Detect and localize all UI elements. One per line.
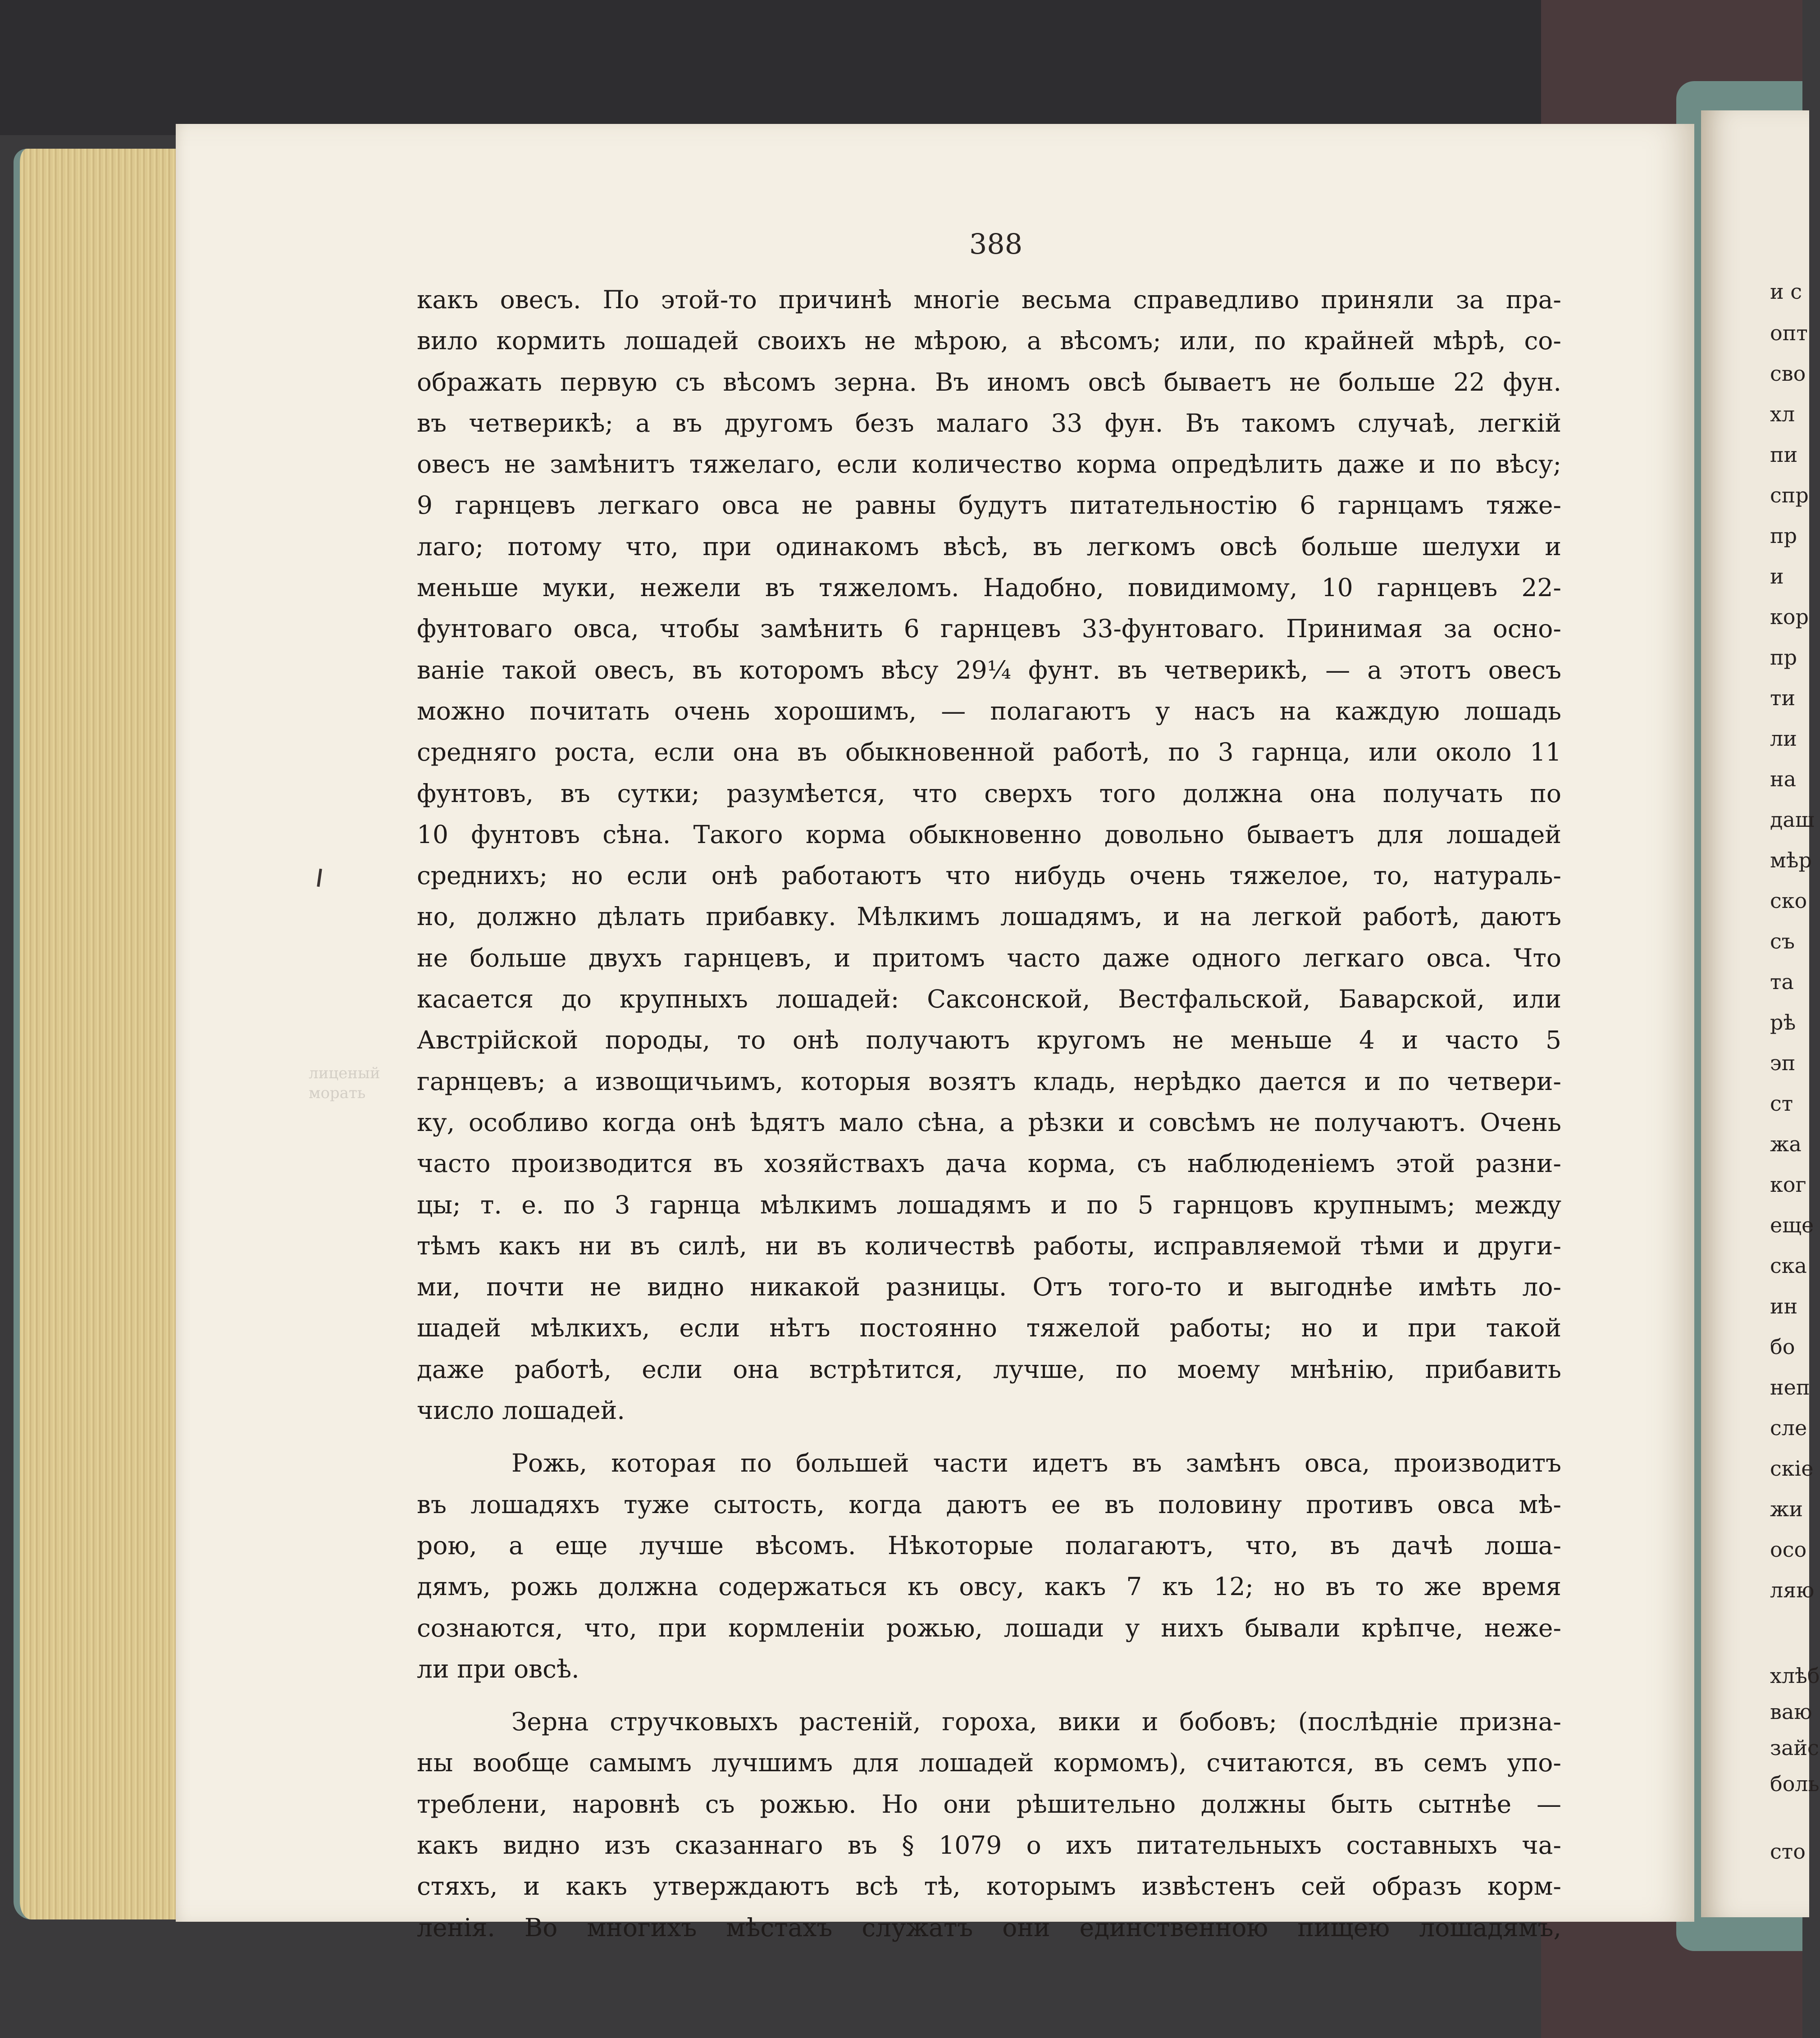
next-page-fragment: ст bbox=[1770, 1091, 1793, 1116]
text-line: 10 фунтовъ сѣна. Такого корма обыкновенно довольно бываетъ для лошадей bbox=[417, 820, 1561, 849]
next-page-fragment: осо bbox=[1770, 1537, 1807, 1562]
next-page-fragment: ког bbox=[1770, 1172, 1806, 1197]
next-page-fragment: ваю bbox=[1770, 1700, 1812, 1724]
text-line: фунтовъ, въ сутки; разумѣется, что сверхъ того должна она получать по bbox=[417, 779, 1561, 808]
text-line: меньше муки, нежели въ тяжеломъ. Надобно, повидимому, 10 гарнцевъ 22- bbox=[417, 573, 1561, 602]
text-line: овесъ не замѣнитъ тяжелаго, если количество корма опредѣлить даже и по вѣсу; bbox=[417, 450, 1561, 479]
next-page-fragment: бо bbox=[1770, 1335, 1795, 1359]
next-page-fragment: скіе bbox=[1770, 1456, 1814, 1481]
next-page-fragment: ско bbox=[1770, 889, 1807, 913]
text-line: рою, а еще лучше вѣсомъ. Нѣкоторые полагаютъ, что, въ дачѣ лоша- bbox=[417, 1531, 1561, 1560]
text-line: Рожь, которая по большей части идетъ въ замѣнъ овса, производитъ bbox=[511, 1449, 1561, 1478]
next-page-fragment: хлѣб bbox=[1770, 1664, 1820, 1688]
text-line: среднихъ; но если онѣ работаютъ что нибудь очень тяжелое, то, натураль- bbox=[417, 861, 1561, 890]
next-page-fragment: пр bbox=[1770, 524, 1797, 548]
text-line: касается до крупныхъ лошадей: Саксонской, Вестфальской, Баварской, или bbox=[417, 985, 1561, 1014]
text-line: какъ овесъ. По этой-то причинѣ многіе весьма справедливо приняли за пра- bbox=[417, 285, 1561, 314]
next-page-fragment: ли bbox=[1770, 726, 1797, 751]
text-line: гарнцевъ; а извощичьимъ, которыя возятъ кладь, нерѣдко дается и по четвери- bbox=[417, 1067, 1561, 1096]
paragraph-gap bbox=[417, 1431, 1561, 1443]
next-page-fragment: жи bbox=[1770, 1497, 1803, 1521]
text-line: ли при овсѣ. bbox=[417, 1654, 579, 1683]
next-page-fragment: даш bbox=[1770, 807, 1815, 832]
page-number: 388 bbox=[969, 228, 1023, 260]
text-line: лаго; потому что, при одинакомъ вѣсѣ, въ легкомъ овсѣ больше шелухи и bbox=[417, 532, 1561, 561]
text-line: ображать первую съ вѣсомъ зерна. Въ иномъ овсѣ бываетъ не больше 22 фун. bbox=[417, 367, 1561, 397]
next-page-fragment: ин bbox=[1770, 1294, 1798, 1318]
paragraph-gap bbox=[417, 1690, 1561, 1701]
text-line: фунтоваго овса, чтобы замѣнить 6 гарнцевъ 33-фунтоваго. Принимая за осно- bbox=[417, 614, 1561, 643]
text-line: цы; т. е. по 3 гарнца мѣлкимъ лошадямъ и по 5 гарнцовъ крупнымъ; между bbox=[417, 1190, 1561, 1219]
next-page-fragment: спр bbox=[1770, 483, 1809, 507]
text-line: Зерна стручковыхъ растеній, гороха, вики и бобовъ; (послѣдніе призна- bbox=[511, 1707, 1561, 1737]
next-page-fragment: еще bbox=[1770, 1213, 1814, 1237]
next-page-fragment: сле bbox=[1770, 1416, 1807, 1440]
next-page-fragment: сто bbox=[1770, 1839, 1806, 1864]
next-page-fragment: хл bbox=[1770, 402, 1795, 426]
next-page-fragment: жа bbox=[1770, 1132, 1802, 1156]
text-line: ваніе такой овесъ, въ которомъ вѣсу 29¼ фунт. въ четверикѣ, — а этотъ овесъ bbox=[417, 655, 1561, 684]
bleed-through-text bbox=[309, 1063, 380, 1103]
next-page-fragment: пи bbox=[1770, 442, 1798, 467]
next-page-fragment: съ bbox=[1770, 929, 1795, 953]
text-line: число лошадей. bbox=[417, 1396, 625, 1425]
text-line: сознаются, что, при кормленіи рожью, лошади у нихъ бывали крѣпче, неже- bbox=[417, 1613, 1561, 1642]
next-page-fragment: ти bbox=[1770, 686, 1796, 710]
text-line: шадей мѣлкихъ, если нѣтъ постоянно тяжелой работы; но и при такой bbox=[417, 1313, 1561, 1343]
next-page-fragment: мѣр bbox=[1770, 848, 1812, 872]
next-page-fragment: на bbox=[1770, 767, 1797, 791]
next-page-fragment: и bbox=[1770, 564, 1784, 588]
next-page-fragment: боль bbox=[1770, 1772, 1820, 1796]
text-line: въ четверикѣ; а въ другомъ безъ малаго 33 фун. Въ такомъ случаѣ, легкій bbox=[417, 408, 1561, 438]
text-line: стяхъ, и какъ утверждаютъ всѣ тѣ, которымъ извѣстенъ сей образъ корм- bbox=[417, 1872, 1561, 1901]
next-page-fragment: пр bbox=[1770, 645, 1797, 670]
bleed-through-line: лиценый bbox=[309, 1064, 380, 1082]
next-page-fragment: неп bbox=[1770, 1375, 1810, 1400]
next-page-fragment: ляю bbox=[1770, 1578, 1815, 1602]
bleed-through-line: морать bbox=[309, 1084, 366, 1102]
next-page-fragment: та bbox=[1770, 970, 1794, 994]
next-page-fragment: ска bbox=[1770, 1254, 1807, 1278]
text-line: какъ видно изъ сказаннаго въ § 1079 о ихъ питательныхъ составныхъ ча- bbox=[417, 1830, 1561, 1860]
text-line: средняго роста, если она въ обыкновенной работѣ, по 3 гарнца, или около 11 bbox=[417, 738, 1561, 767]
text-line: тѣмъ какъ ни въ силѣ, ни въ количествѣ работы, исправляемой тѣми и други- bbox=[417, 1231, 1561, 1260]
next-page-fragment: зайс bbox=[1770, 1736, 1819, 1760]
next-page-fragment: рѣ bbox=[1770, 1010, 1796, 1035]
next-page-fragment: эп bbox=[1770, 1051, 1796, 1075]
text-line: ми, почти не видно никакой разницы. Отъ того-то и выгоднѣе имѣть ло- bbox=[417, 1272, 1561, 1302]
book-page-edges bbox=[14, 149, 191, 1919]
text-line: въ лошадяхъ туже сытость, когда даютъ ее въ половину противъ овса мѣ- bbox=[417, 1490, 1561, 1519]
text-line: треблени, наровнѣ съ рожью. Но они рѣшительно должны быть сытнѣе — bbox=[417, 1789, 1561, 1819]
next-page-fragment: и с bbox=[1770, 279, 1802, 304]
next-page-fragment: сво bbox=[1770, 361, 1806, 386]
text-line: часто производится въ хозяйствахъ дача корма, съ наблюденіемъ этой разни- bbox=[417, 1149, 1561, 1178]
text-line: даже работѣ, если она встрѣтится, лучше, по моему мнѣнію, прибавить bbox=[417, 1354, 1561, 1384]
page-body-text bbox=[417, 279, 1561, 1948]
text-line: 9 гарнцевъ легкаго овса не равны будутъ питательностію 6 гарнцамъ тяже- bbox=[417, 491, 1561, 520]
text-line: ку, особливо когда онѣ ѣдятъ мало сѣна, а рѣзки и совсѣмъ не получаютъ. Очень bbox=[417, 1108, 1561, 1137]
next-page-fragment: кор bbox=[1770, 605, 1809, 629]
next-page-fragment: опт bbox=[1770, 321, 1808, 345]
text-line: не больше двухъ гарнцевъ, и притомъ часто даже одного легкаго овса. Что bbox=[417, 943, 1561, 972]
text-line: но, должно дѣлать прибавку. Мѣлкимъ лошадямъ, и на легкой работѣ, даютъ bbox=[417, 902, 1561, 931]
text-line: можно почитать очень хорошимъ, — полагаютъ у насъ на каждую лошадь bbox=[417, 696, 1561, 725]
text-line: ны вообще самымъ лучшимъ для лошадей кормомъ), считаются, въ семъ упо- bbox=[417, 1748, 1561, 1778]
text-line: вило кормить лошадей своихъ не мѣрою, а вѣсомъ; или, по крайней мѣрѣ, со- bbox=[417, 326, 1561, 356]
text-line: дямъ, рожь должна содержаться къ овсу, какъ 7 къ 12; но въ то же время bbox=[417, 1572, 1561, 1601]
text-line: ленія. Во многихъ мѣстахъ служатъ они единственною пищею лошадямъ, bbox=[417, 1913, 1561, 1942]
text-line: Австрійской породы, то онѣ получаютъ кругомъ не меньше 4 и часто 5 bbox=[417, 1026, 1561, 1055]
background-top bbox=[0, 0, 1802, 135]
